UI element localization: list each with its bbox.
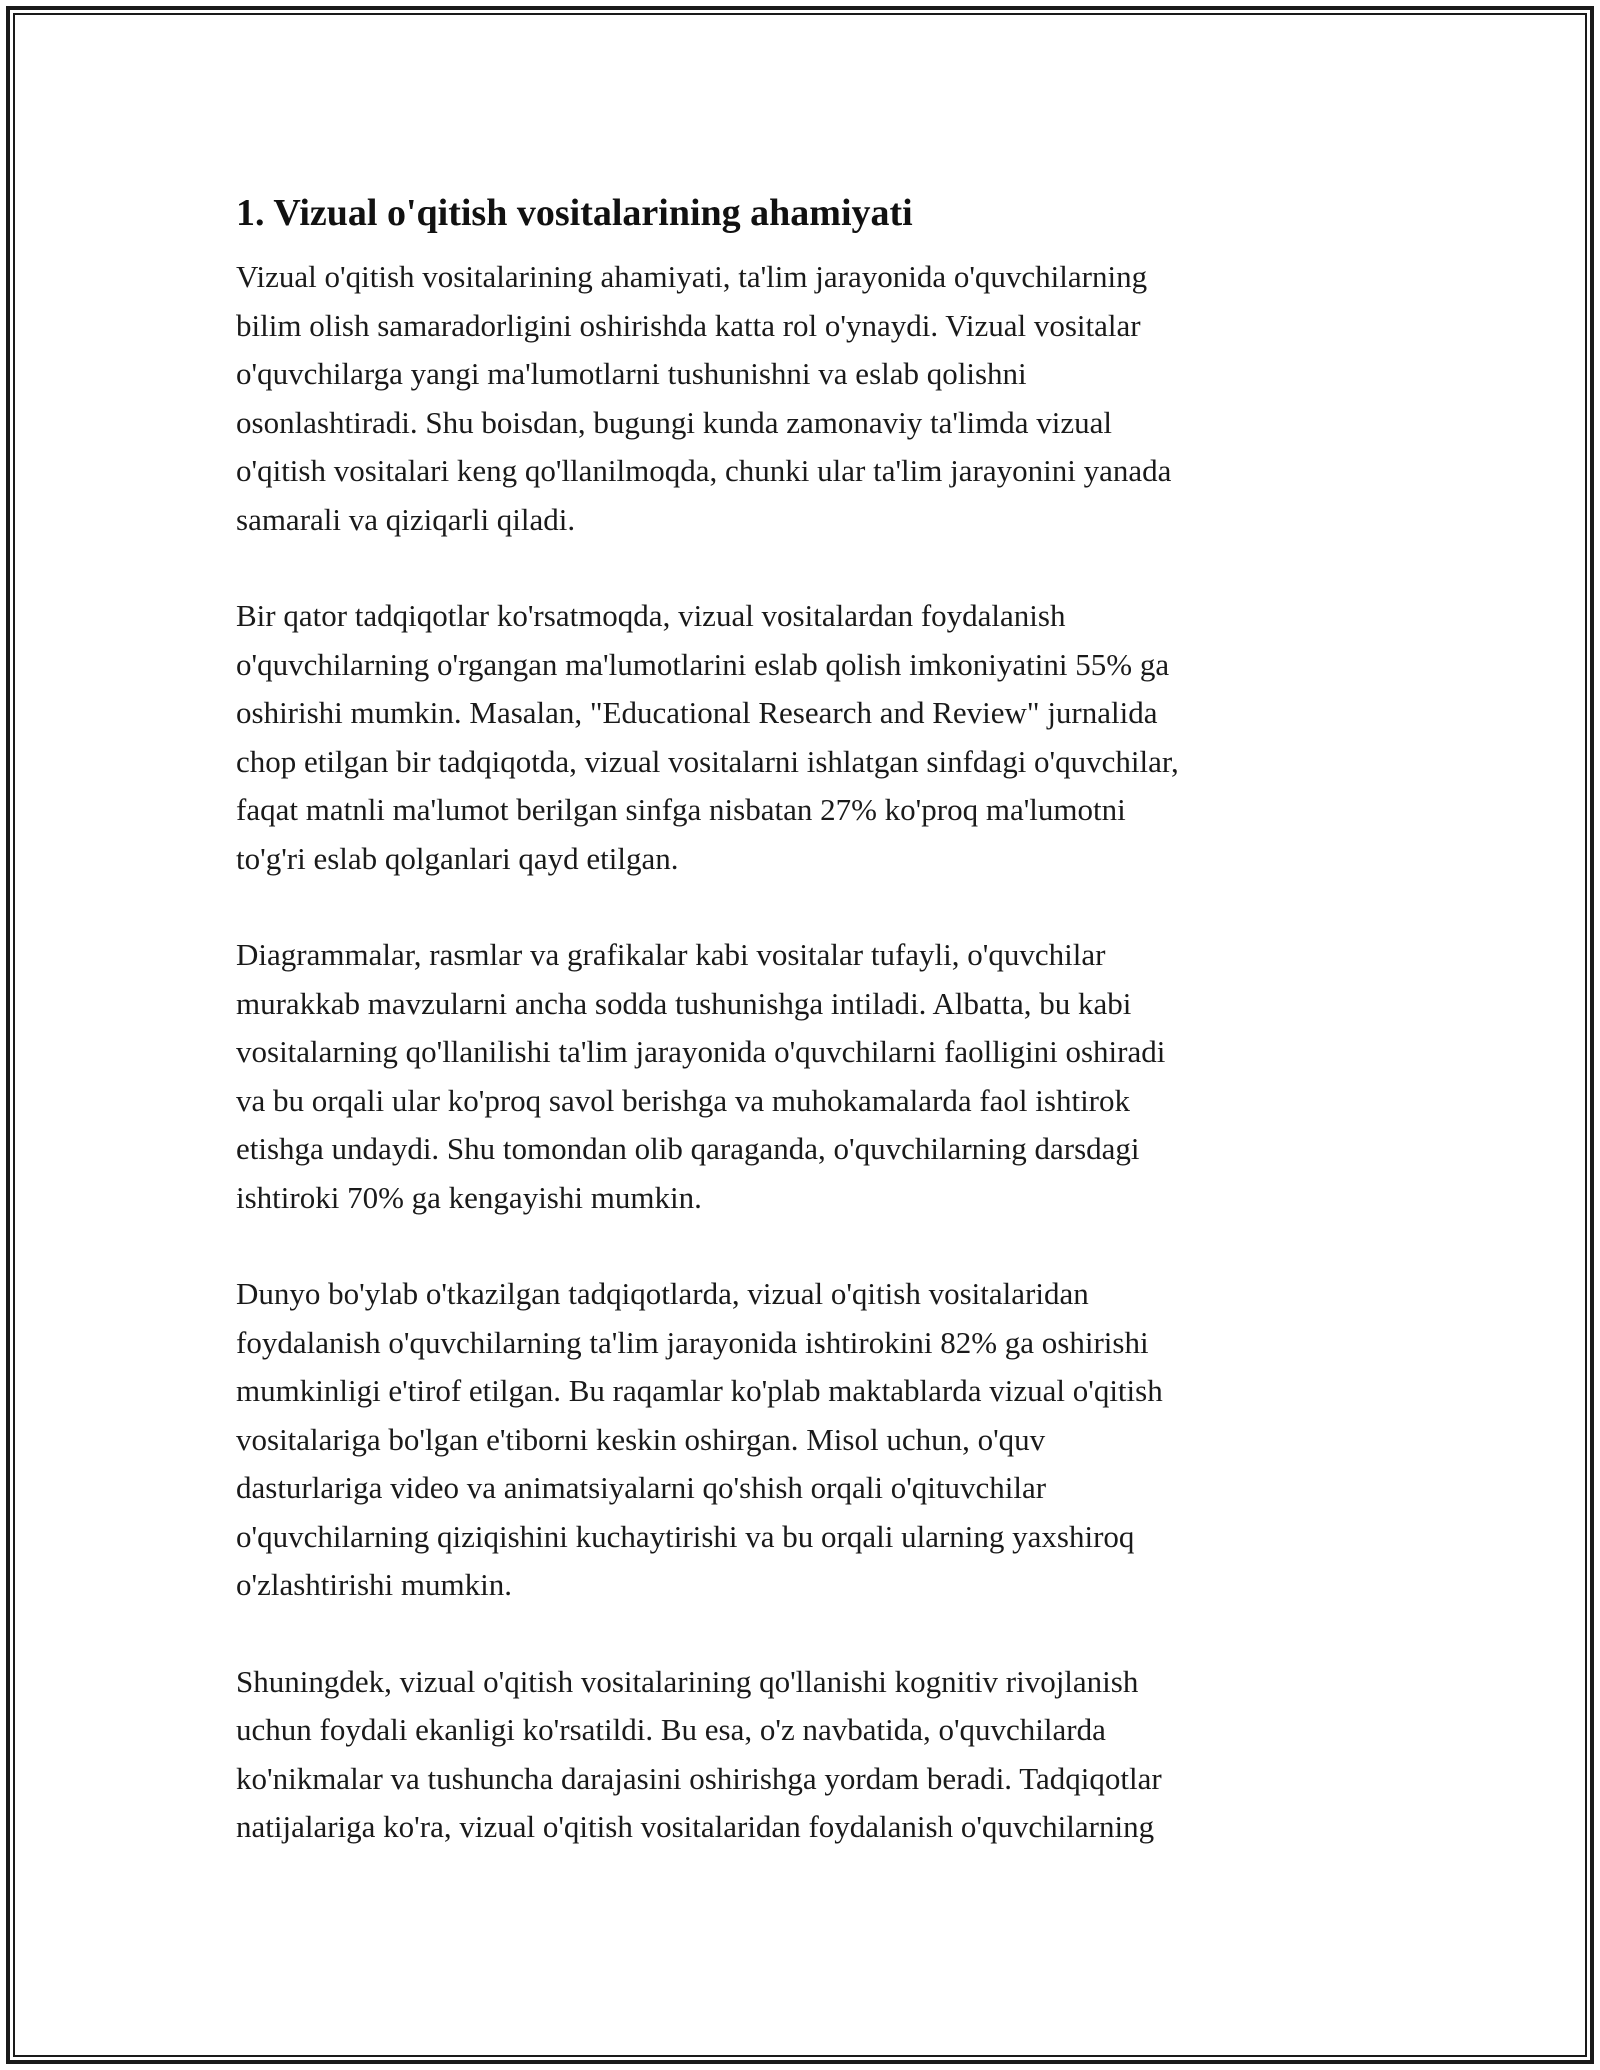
paragraph: Bir qator tadqiqotlar ko'rsatmoqda, vizual vositalardan foydalanish o'quvchilarning o'rgangan ma'lumotlarini eslab qolish imkoniyatini 55% ga oshirishi mumkin. Masalan, "Educational Research and Review" jurnalida chop etilgan bir tadqiqotda, vizual vositalarni ishlatgan sinfdagi o'quvchilar, faqat matnli ma'lumot berilgan sinfga nisbatan 27% ko'proq ma'lumotni to'g'ri eslab qolganlari qayd etilgan. xyxy=(236,598,1179,876)
paragraph: Diagrammalar, rasmlar va grafikalar kabi vositalar tufayli, o'quvchilar murakkab mavzularni ancha sodda tushunishga intiladi. Albatta, bu kabi vositalarning qo'llanilishi ta'lim jarayonida o'quvchilarni faolligini oshiradi va bu orqali ular ko'proq savol berishga va muhokamalarda faol ishtirok etishga undaydi. Shu tomondan olib qaraganda, o'quvchilarning darsdagi ishtiroki 70% ga kengayishi mumkin. xyxy=(236,937,1166,1215)
paragraph: Shuningdek, vizual o'qitish vositalarining qo'llanishi kognitiv rivojlanish uchun foydali ekanligi ko'rsatildi. Bu esa, o'z navbatida, o'quvchilarda ko'nikmalar va tushuncha darajasini oshirishga yordam beradi. Tadqiqotlar natijalariga ko'ra, vizual o'qitish vositalaridan foydalanish o'quvchilarning xyxy=(236,1663,1162,1844)
paragraph: Dunyo bo'ylab o'tkazilgan tadqiqotlarda, vizual o'qitish vositalaridan foydalanish o'quvchilarning ta'lim jarayonida ishtirokini 82% ga oshirishi mumkinligi e'tirof etilgan. Bu raqamlar ko'plab maktablarda vizual o'qitish vositalariga bo'lgan e'tiborni keskin oshirgan. Misol uchun, o'quv dasturlariga video va animatsiyalarni qo'shish orqali o'qituvchilar o'quvchilarning qiziqishini kuchaytirishi va bu orqali ularning yaxshiroq o'zlashtirishi mumkin. xyxy=(236,1276,1163,1602)
paragraph: Vizual o'qitish vositalarining ahamiyati, ta'lim jarayonida o'quvchilarning bilim olish samaradorligini oshirishda katta rol o'ynaydi. Vizual vositalar o'quvchilarga yangi ma'lumotlarni tushunishni va eslab qolishni osonlashtiradi. Shu boisdan, bugungi kunda zamonaviy ta'limda vizual o'qitish vositalari keng qo'llanilmoqda, chunki ular ta'lim jarayonini yanada samarali va qiziqarli qiladi. xyxy=(236,259,1172,537)
paragraph-list xyxy=(236,253,1366,1852)
section-heading: 1. Vizual o'qitish vositalarining ahamiyati xyxy=(236,192,913,234)
document-body xyxy=(236,181,1366,1900)
